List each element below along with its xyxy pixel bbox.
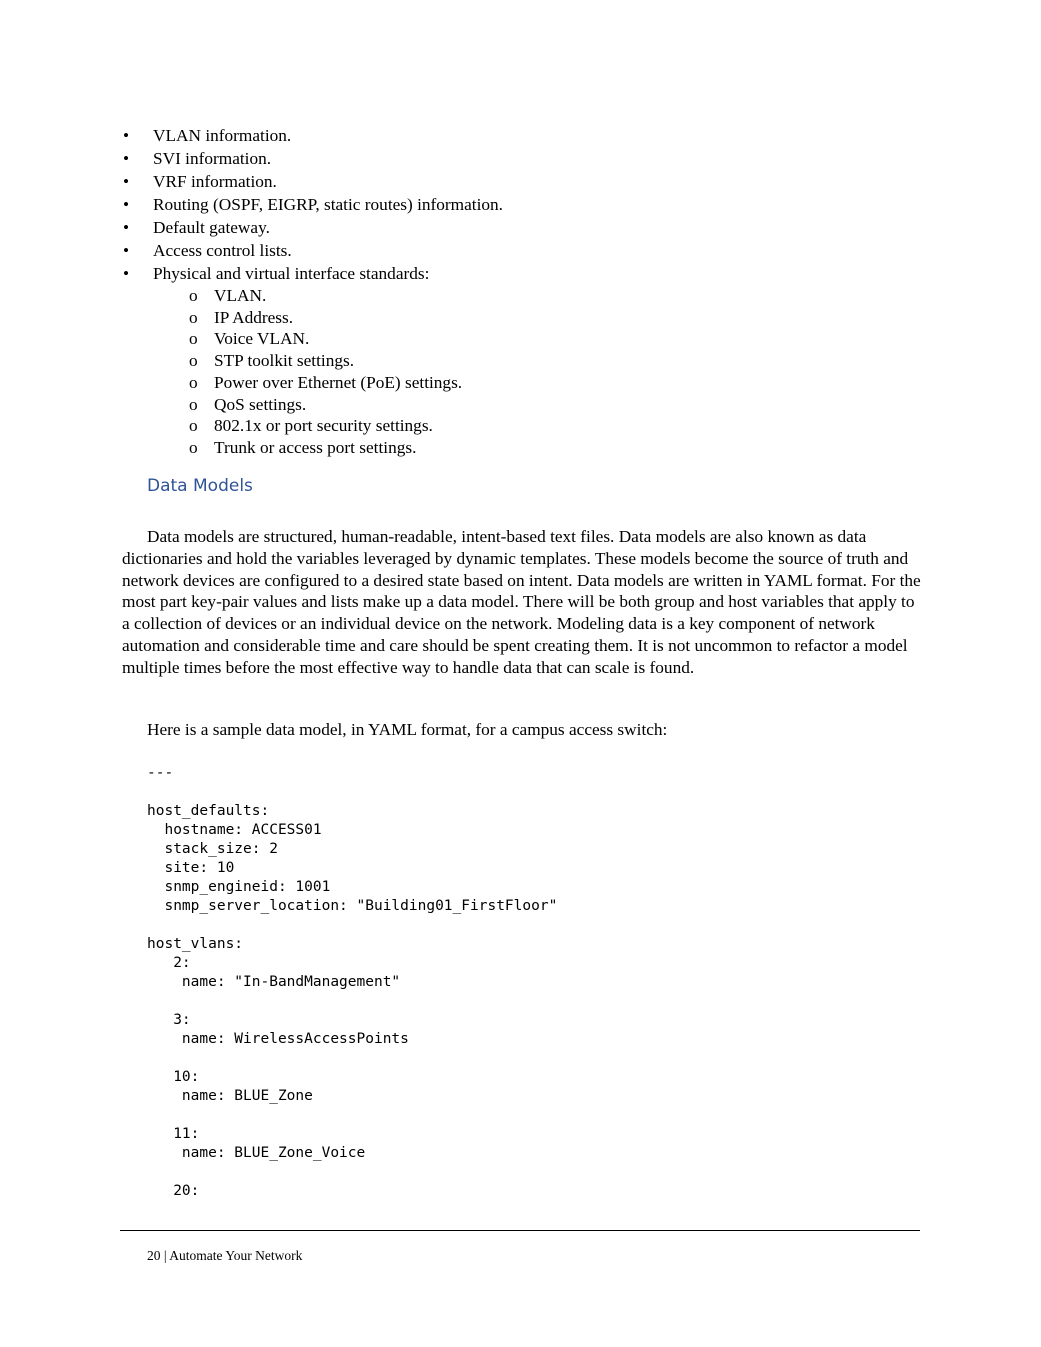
bullet-glyph: • xyxy=(123,264,130,283)
list-item-text: Default gateway. xyxy=(153,218,270,237)
sub-list-item xyxy=(153,285,503,307)
sub-list-item xyxy=(153,437,503,459)
sub-bullet-glyph: o xyxy=(189,351,198,371)
sub-list-item-text: Trunk or access port settings. xyxy=(214,437,417,457)
sub-list-item xyxy=(153,394,503,416)
sub-list-item-text: Power over Ethernet (PoE) settings. xyxy=(214,372,463,392)
sub-list-item xyxy=(153,350,503,372)
footer-divider xyxy=(120,1230,920,1231)
sub-bullet-glyph: o xyxy=(189,307,198,327)
sub-list-item xyxy=(153,307,503,329)
bullet-glyph: • xyxy=(123,172,130,191)
list-item xyxy=(120,124,503,147)
body-paragraph: Data models are structured, human-readable, intent-based text files. Data models are also known as data dictionaries and hold the variables leveraged by dynamic templates. These models become the source of truth and network devices are configured to a desired state based on intent. Data models are written in YAML format. For the most part key-pair values and lists make up a data model. There will be both group and host variables that apply to a collection of devices or an individual device on the network. Modeling data is a key component of network automation and considerable time and care should be spent creating them. It is not uncommon to refactor a model multiple times before the most effective way to handle data that can scale is found. xyxy=(122,527,921,677)
sub-list-item-text: 802.1x or port security settings. xyxy=(214,416,433,436)
sub-bullet-glyph: o xyxy=(189,329,198,349)
bullet-glyph: • xyxy=(123,126,130,145)
list-item xyxy=(120,239,503,262)
sub-bullet-glyph: o xyxy=(189,372,198,392)
body-paragraph: Here is a sample data model, in YAML format, for a campus access switch: xyxy=(147,720,668,739)
list-item xyxy=(120,262,503,459)
sub-list-item-text: STP toolkit settings. xyxy=(214,351,355,371)
list-item xyxy=(120,193,503,216)
sub-bullet-glyph: o xyxy=(189,286,198,305)
bullet-list xyxy=(120,124,503,459)
bullet-glyph: • xyxy=(123,218,130,237)
list-item xyxy=(120,170,503,193)
sub-list-item xyxy=(153,328,503,350)
sub-list-item-text: QoS settings. xyxy=(214,394,307,414)
section-heading: Data Models xyxy=(147,476,253,496)
list-item-text: Access control lists. xyxy=(153,241,292,260)
sub-bullet-glyph: o xyxy=(189,437,198,457)
sub-list-item-text: VLAN. xyxy=(214,286,267,305)
list-item-text: VRF information. xyxy=(153,172,277,191)
bullet-glyph: • xyxy=(123,149,130,168)
page-footer: 20 | Automate Your Network xyxy=(147,1248,303,1263)
list-item-text: VLAN information. xyxy=(153,126,292,145)
bullet-glyph: • xyxy=(123,195,130,214)
sub-list-item-text: IP Address. xyxy=(214,307,294,327)
sub-list-item xyxy=(153,372,503,394)
sub-list-item xyxy=(153,415,503,437)
sub-bullet-glyph: o xyxy=(189,394,198,414)
bullet-glyph: • xyxy=(123,241,130,260)
list-item-text: SVI information. xyxy=(153,149,272,168)
sub-bullet-list xyxy=(153,285,503,459)
list-item xyxy=(120,147,503,170)
list-item-text: Physical and virtual interface standards: xyxy=(153,264,430,283)
yaml-code-block: --- host_defaults: hostname: ACCESS01 stack_size: 2 site: 10 snmp_engineid: 1001 snmp_server_location: "Building01_FirstFloor" host_vlans: 2: name: "In-BandManagement" 3: name: WirelessAccessPoints 10: name: BLUE_Zone 11: name: BLUE_Zone_Voice 20: xyxy=(147,765,558,1199)
sub-bullet-glyph: o xyxy=(189,416,198,436)
list-item xyxy=(120,216,503,239)
list-item-text: Routing (OSPF, EIGRP, static routes) information. xyxy=(153,195,503,214)
sub-list-item-text: Voice VLAN. xyxy=(214,329,310,349)
